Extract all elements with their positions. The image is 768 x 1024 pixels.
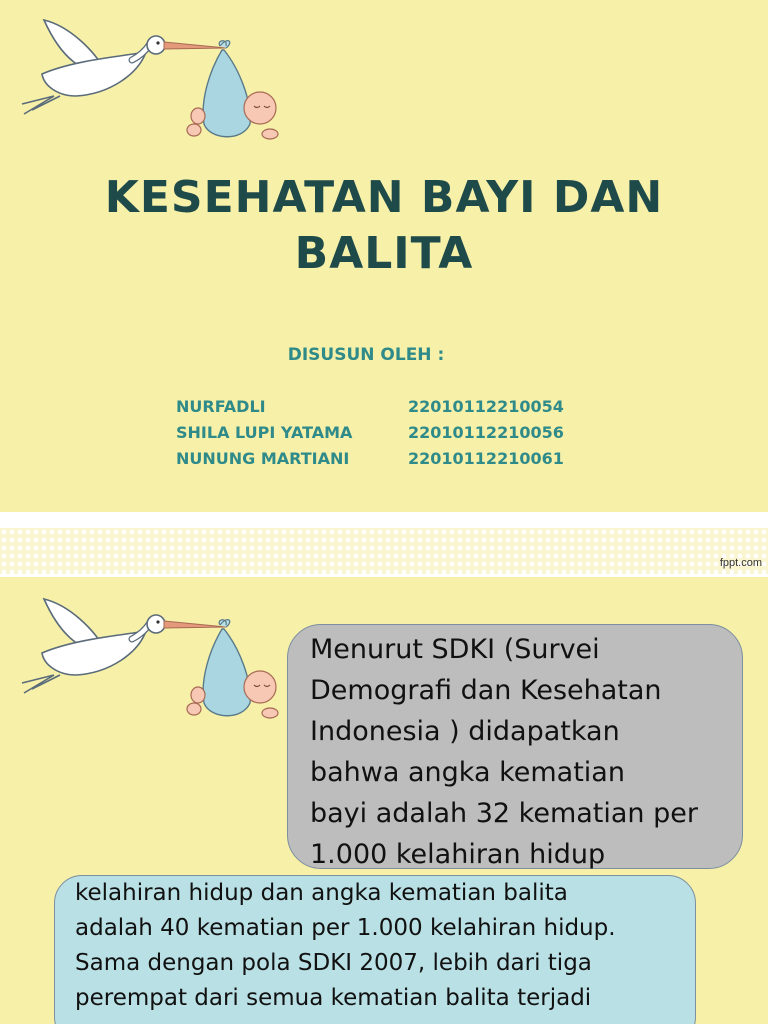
text-line: Indonesia ) didapatkan bbox=[310, 716, 620, 747]
baby-in-bundle-icon bbox=[187, 41, 278, 139]
member-name: NUNUNG MARTIANI bbox=[176, 449, 350, 468]
stork-baby-illustration bbox=[14, 591, 284, 726]
text-line: Demografi dan Kesehatan bbox=[310, 675, 662, 706]
text-line: adalah 40 kematian per 1.000 kelahiran hidup. bbox=[75, 915, 616, 941]
member-name: SHILA LUPI YATAMA bbox=[176, 423, 353, 442]
stork-icon bbox=[22, 599, 226, 693]
member-name: NURFADLI bbox=[176, 397, 266, 416]
stork-baby-illustration bbox=[14, 12, 284, 147]
slide-content bbox=[0, 577, 768, 1024]
balita-text-box bbox=[54, 875, 696, 1024]
member-nim: 22010112210054 bbox=[408, 397, 564, 416]
member-nim: 22010112210061 bbox=[408, 449, 564, 468]
watermark-text: fppt.com bbox=[719, 557, 762, 569]
text-line: Sama dengan pola SDKI 2007, lebih dari tiga bbox=[75, 950, 592, 976]
presentation-title bbox=[0, 170, 768, 282]
text-line: Menurut SDKI (Survei bbox=[310, 634, 600, 665]
baby-in-bundle-icon bbox=[187, 620, 278, 718]
member-row bbox=[176, 394, 596, 420]
title-line-1: KESEHATAN BAYI DAN bbox=[104, 172, 664, 223]
dotted-divider bbox=[0, 528, 768, 574]
text-line: perempat dari semua kematian balita terjadi bbox=[75, 985, 592, 1011]
text-line: bayi adalah 32 kematian per bbox=[310, 798, 698, 829]
sdki-text-box bbox=[287, 624, 743, 869]
title-line-2: BALITA bbox=[294, 228, 474, 279]
text-line: kelahiran hidup dan angka kematian balita bbox=[75, 880, 568, 906]
member-nim: 22010112210056 bbox=[408, 423, 564, 442]
stork-icon bbox=[22, 20, 226, 114]
prepared-by-label: DISUSUN OLEH : bbox=[287, 345, 445, 365]
member-row bbox=[176, 420, 596, 446]
member-row bbox=[176, 446, 596, 472]
member-list bbox=[176, 394, 596, 472]
text-line: bahwa angka kematian bbox=[310, 757, 625, 788]
text-line: 1.000 kelahiran hidup bbox=[310, 839, 606, 870]
